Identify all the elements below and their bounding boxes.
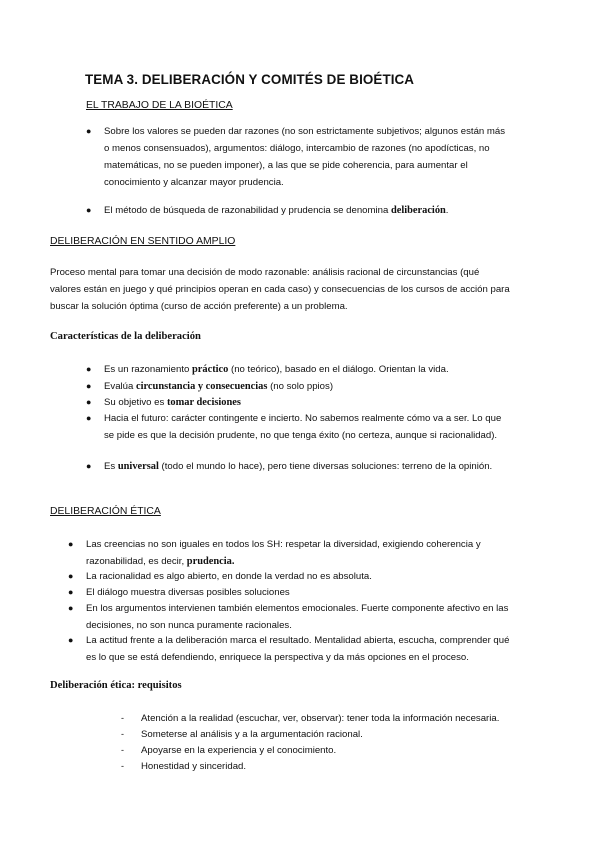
bullet-icon: ● [68,571,74,581]
list-item: ● La racionalidad es algo abierto, en donde la verdad no es absoluta. [86,568,512,585]
bullet-icon: ● [86,126,92,136]
page-title: TEMA 3. DELIBERACIÓN Y COMITÉS DE BIOÉTICA [85,72,415,87]
bullet-icon: ● [86,381,92,391]
dash-icon: - [121,713,124,723]
bullet-icon: ● [68,539,74,549]
section-heading-requisitos: Deliberación ética: requisitos [50,680,182,691]
section-heading-trabajo: EL TRABAJO DE LA BIOÉTICA [86,100,233,111]
list-item: ● El diálogo muestra diversas posibles soluciones [86,584,512,601]
section-heading-amplio: DELIBERACIÓN EN SENTIDO AMPLIO [50,236,236,247]
list-item: ● Hacia el futuro: carácter contingente e incierto. No sabemos realmente cómo va a ser. Lo que se pide es que la decisión prudente, no que tenga éxito (no certeza, aunque si racionalidad). [104,410,506,444]
bullet-icon: ● [86,397,92,407]
list-item: - Atención a la realidad (escuchar, ver, observar): tener toda la información necesaria. [141,710,521,727]
section-heading-etica: DELIBERACIÓN ÉTICA [50,506,161,517]
list-item: ● En los argumentos intervienen también elementos emocionales. Fuerte componente afectivo en las decisiones, no son nunca puramente racionales. [86,600,512,634]
dash-icon: - [121,745,124,755]
list-item: ● Sobre los valores se pueden dar razones (no son estrictamente subjetivos; algunos están más o menos consensuados), argumentos: diálogo, intercambio de razones (no apodícticas, no matemáticas, no se pueden imponer), a las que se pide coherencia, para aumentar el conocimiento y alcanzar mayor prudencia. [104,123,506,191]
bullet-icon: ● [68,635,74,645]
list-item: ● La actitud frente a la deliberación marca el resultado. Mentalidad abierta, escucha, comprender qué es lo que se está defendiendo, enriquece la perspectiva y da más opciones en el proceso. [86,632,512,666]
paragraph-amplio: Proceso mental para tomar una decisión de modo razonable: análisis racional de circunstancias (qué valores están en juego y qué principios operan en cada caso) y consecuencias de los cursos de acción para buscar la solución óptima (curso de acción preferente) a un problema. [50,267,510,312]
list-item: - Apoyarse en la experiencia y el conocimiento. [141,742,521,759]
list-item: ● Las creencias no son iguales en todos los SH: respetar la diversidad, exigiendo coherencia y razonabilidad, es decir, prudencia. [86,536,512,570]
list-item: ● El método de búsqueda de razonabilidad y prudencia se denomina deliberación. [104,202,506,219]
bullet-icon: ● [86,205,92,215]
list-item: - Honestidad y sinceridad. [141,758,521,775]
bullet-icon: ● [86,461,92,471]
bullet-icon: ● [86,413,92,423]
dash-icon: - [121,729,124,739]
bullet-icon: ● [86,364,92,374]
bullet-icon: ● [68,587,74,597]
list-item: - Someterse al análisis y a la argumentación racional. [141,726,521,743]
bullet-icon: ● [68,603,74,613]
list-item: ● Su objetivo es tomar decisiones [104,394,506,411]
section-heading-caracteristicas: Características de la deliberación [50,331,201,342]
dash-icon: - [121,761,124,771]
list-item: ● Evalúa circunstancia y consecuencias (no solo ppios) [104,378,506,395]
list-item: ● Es universal (todo el mundo lo hace), pero tiene diversas soluciones: terreno de la opinión. [104,458,516,475]
list-item: ● Es un razonamiento práctico (no teórico), basado en el diálogo. Orientan la vida. [104,361,506,378]
